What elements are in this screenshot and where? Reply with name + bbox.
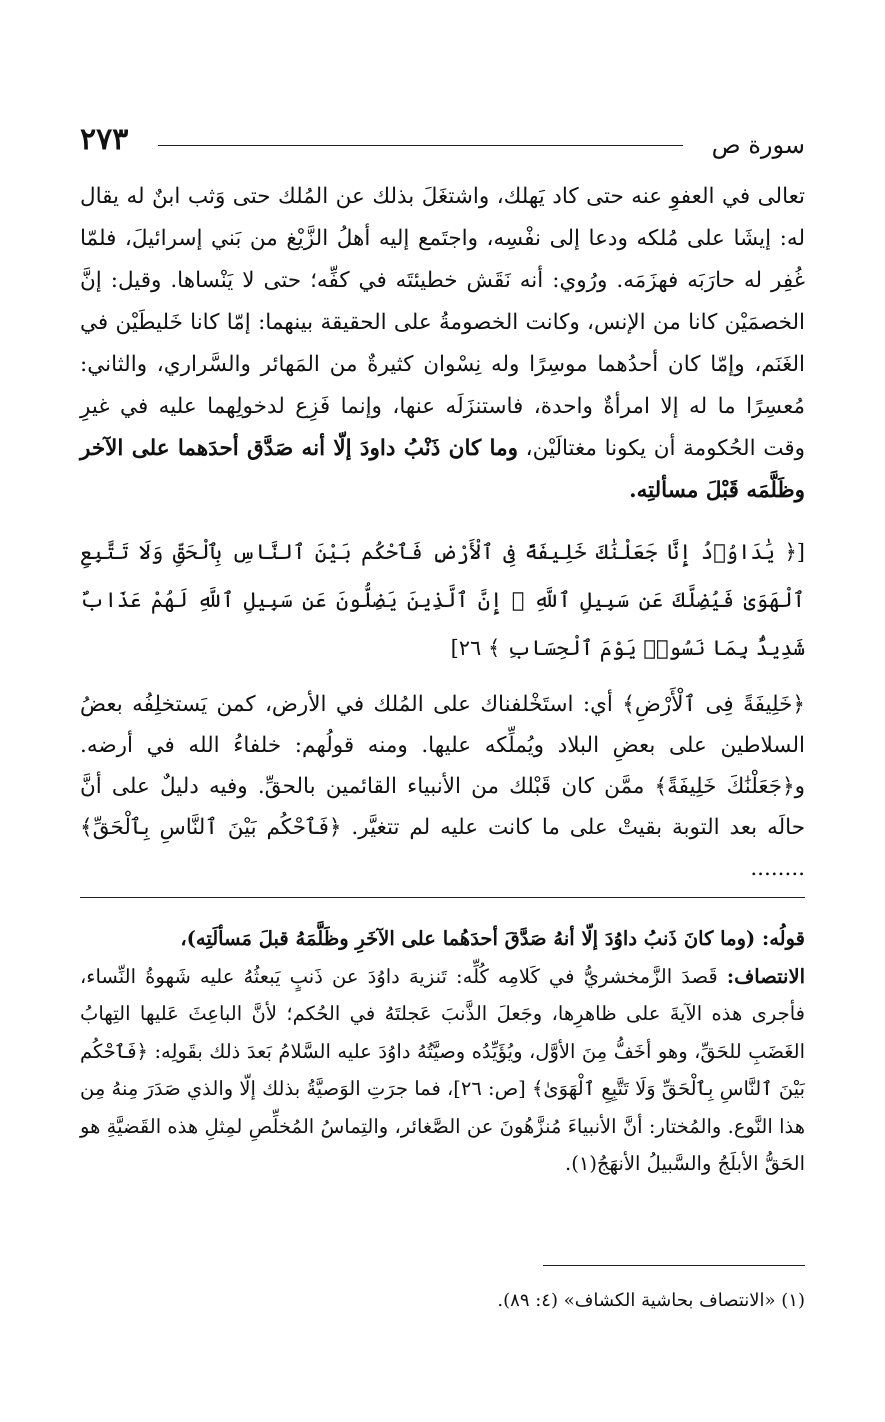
main-paragraph-1-text: تعالى في العفوِ عنه حتى كاد يَهلك، واشتغَلَ بذلك عن المُلك حتى وَثب ابنٌ له يقال له: إيشَا على مُلكه ودعا إلى نفْسِه، واجتَمع إليه أهلُ الزَّيْغ من بَني إسرائيلَ، فلمّا غُفِر له حارَبَه فهزَمَه. ورُوي: أنه نَقَش خطيئتَه في كفِّه؛ حتى لا يَنْساها. وقيل: إنَّ الخصمَيْن كانا من الإنس، وكانت الخصومةُ على الحقيقة بينهما: إمّا كانا خَليطَيْن في الغَنَم، وإمّا كان أحدُهما موسِرًا وله نِسْوان كثيرةٌ من المَهائر والسَّراري، والثاني: مُعسِرًا ما له إلا امرأةٌ واحدة، فاستنزَلَه عنها، وإنما فَزِع لدخولِهما عليه في غيرِ وقت الحُكومة أن يكونا مغتالَيْن،: [80, 184, 805, 461]
main-paragraph-1: [80, 176, 805, 512]
main-divider: [80, 897, 805, 898]
commentary-label: الانتصاف:: [726, 964, 805, 988]
quran-verse: [﴿ يَٰدَاوُۥدُ إِنَّا جَعَلْنَٰكَ خَلِيفَةً فِى ٱلْأَرْضِ فَٱحْكُم بَيْنَ ٱلنَّاسِ بِٱلْحَقِّ وَلَا تَتَّبِعِ ٱلْهَوَىٰ فَيُضِلَّكَ عَن سَبِيلِ ٱللَّهِ ۚ إِنَّ ٱلَّذِينَ يَضِلُّونَ عَن سَبِيلِ ٱللَّهِ لَهُمْ عَذَابٌ شَدِيدٌۢ بِمَا نَسُوا۟ يَوْمَ ٱلْحِسَابِ ﴾ ٢٦]: [80, 540, 805, 660]
main-text-block: [80, 176, 805, 889]
footnote: (١) «الانتصاف بحاشية الكشاف» (٤: ٨٩).: [497, 1290, 805, 1311]
footnote-divider: [543, 1265, 805, 1266]
main-paragraph-1-bold: وما كان ذَنْبُ داودَ إلّا أنه صَدَّق أحدَهما على الآخر وظَلَّمَه قَبْلَ مسألتِه.: [80, 436, 805, 503]
commentary-block: [80, 920, 805, 1183]
page-header: [80, 122, 805, 168]
surah-title: سورة ص: [711, 131, 805, 159]
main-paragraph-2: ﴿خَلِيفَةً فِى ٱلْأَرْضِ﴾ أي: استَخْلفناك على المُلك في الأرض، كمن يَستخلِفُه بعضُ السلاطين على بعضِ البلاد ويُملِّكه عليها. ومنه قولُهم: خلفاءُ الله في أرضه. و﴿جَعَلْنَٰكَ خَلِيفَةً﴾ ممَّن كان قَبْلك من الأنبياء القائمين بالحقِّ. وفيه دليلٌ على أنَّ حالَه بعد التوبة بقيتْ على ما كانت عليه لم تتغيَّر. ﴿فَٱحْكُم بَيْنَ ٱلنَّاسِ بِٱلْحَقِّ﴾ ........: [80, 692, 805, 881]
header-divider: [158, 145, 683, 146]
page-number: ٢٧٣: [80, 122, 129, 157]
commentary-quote: قولُه: (وما كانَ ذَنبُ داوُدَ إلّا أنهُ صَدَّقَ أحدَهُما على الآخَرِ وظَلَّمَهُ قبلَ مَسألَتِه)،: [180, 927, 805, 950]
commentary-paragraph: [80, 920, 805, 1183]
commentary-body: قَصدَ الزَّمخشريُّ في كَلامِه كُلِّه: تَنزيهَ داوُدَ عن ذَنبٍ يَبعثُهُ عليه شَهوةُ النِّساء، فأجرى هذه الآيةَ على ظاهرِها، وجَعلَ الذَّنبَ عَجلتَهُ في الحُكم؛ لأنَّ الباعِثَ عَليها التِهابُ الغَضَبِ للحَقِّ، وهو أخَفُّ مِنَ الأوَّل، ويُؤَيِّدُه وصيَّتُهُ داوُدَ عليه السَّلامُ بَعدَ ذلك بقَولِه: ﴿فَٱحْكُم بَيْنَ ٱلنَّاسِ بِٱلْحَقِّ وَلَا تَتَّبِعِ ٱلْهَوَىٰ﴾ [ص: ٢٦]، فما جرَتِ الوَصيَّةُ بذلك إلّا والذي صَدَرَ مِنهُ مِن هذا النَّوع. والمُختار: أنَّ الأنبياءَ مُنزَّهُونَ عن الصَّغائر، والتِماسُ المُخلِّصِ لمِثلِ هذه القَضيَّةِ هو الحَقُّ الأبلَجُ والسَّبيلُ الأنهَجُ(١).: [80, 964, 806, 1175]
